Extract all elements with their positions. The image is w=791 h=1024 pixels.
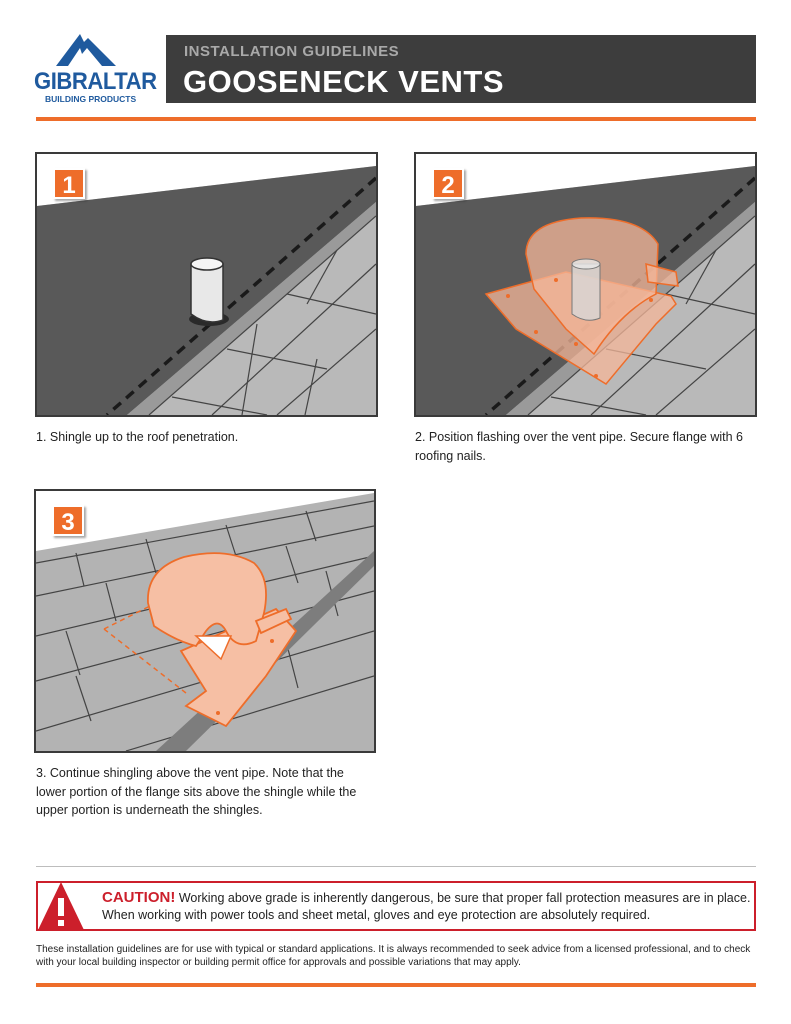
brand-name: GIBRALTAR bbox=[34, 68, 157, 95]
step-1-illustration bbox=[35, 152, 378, 417]
document-kicker: INSTALLATION GUIDELINES bbox=[184, 43, 400, 60]
title-bar bbox=[166, 35, 756, 103]
footer-divider bbox=[36, 983, 756, 987]
mountain-peak-icon bbox=[54, 32, 118, 68]
header-divider bbox=[36, 117, 756, 121]
caution-body: Working above grade is inherently dangerous, be sure that proper fall protection measures are in place. When working with power tools and sheet metal, gloves and eye protection are absolutely required. bbox=[102, 891, 751, 922]
document-title: GOOSENECK VENTS bbox=[183, 64, 504, 99]
brand-subtitle: BUILDING PRODUCTS bbox=[45, 94, 137, 104]
company-logo bbox=[34, 32, 157, 104]
caution-box bbox=[36, 881, 756, 931]
step-3-caption: 3. Continue shingling above the vent pipe. Note that the lower portion of the flange sits above the shingle while the upper portion is underneath the shingles. bbox=[36, 766, 357, 817]
caution-label: CAUTION! bbox=[102, 889, 176, 906]
step-2-caption: 2. Position flashing over the vent pipe. Secure flange with 6 roofing nails. bbox=[415, 430, 743, 463]
step-2-badge: 2 bbox=[432, 168, 464, 199]
step-1-caption: 1. Shingle up to the roof penetration. bbox=[36, 430, 239, 444]
section-divider bbox=[36, 866, 756, 867]
step-1-badge: 1 bbox=[53, 168, 85, 199]
step-3-badge: 3 bbox=[52, 505, 84, 536]
warning-triangle-icon bbox=[37, 880, 85, 932]
step-2-illustration bbox=[414, 152, 757, 417]
caution-message bbox=[102, 889, 752, 924]
step-3-illustration bbox=[34, 489, 376, 753]
disclaimer-text: These installation guidelines are for use with typical or standard applications. It is always recommended to seek advice from a licensed professional, and to check with your local building inspector or building permit office for approvals and possible variations that may apply. bbox=[36, 944, 751, 968]
